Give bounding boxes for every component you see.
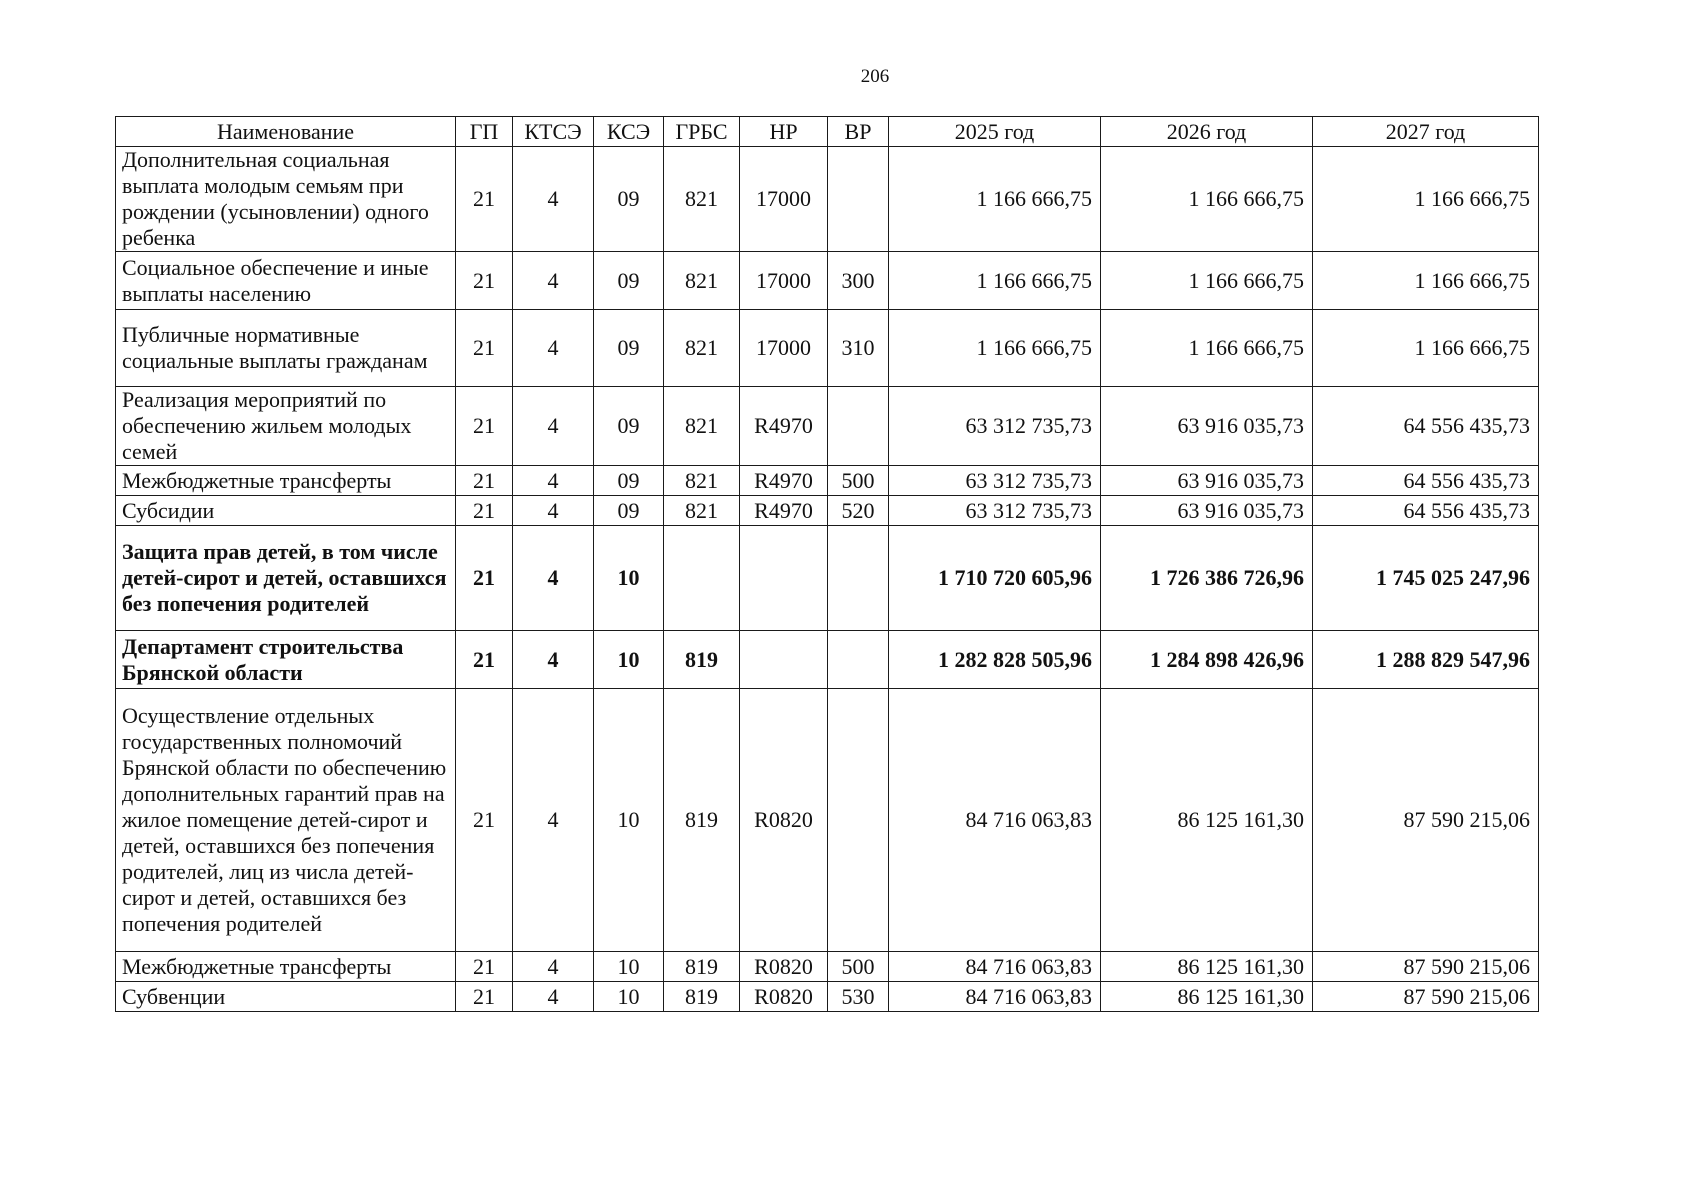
cell-2025: 1 166 666,75: [889, 252, 1101, 310]
table-row: [116, 466, 1539, 496]
cell-nr: 17000: [740, 252, 828, 310]
cell-kse: 10: [594, 631, 664, 689]
header-ktse: КТСЭ: [513, 117, 594, 147]
table-row: [116, 147, 1539, 252]
cell-2027: 1 166 666,75: [1313, 147, 1539, 252]
cell-grbs: 819: [664, 982, 740, 1012]
budget-table: [115, 116, 1539, 1012]
cell-kse: 09: [594, 310, 664, 387]
cell-2027: 1 745 025 247,96: [1313, 526, 1539, 631]
cell-nr: R0820: [740, 982, 828, 1012]
cell-nr: 17000: [740, 310, 828, 387]
table-row: [116, 952, 1539, 982]
cell-kse: 09: [594, 387, 664, 466]
cell-nr: R4970: [740, 496, 828, 526]
cell-vr: 300: [828, 252, 889, 310]
cell-ktse: 4: [513, 982, 594, 1012]
cell-2026: 1 166 666,75: [1101, 252, 1313, 310]
cell-grbs: 821: [664, 252, 740, 310]
cell-vr: [828, 631, 889, 689]
cell-nr: R0820: [740, 689, 828, 952]
cell-grbs: 819: [664, 952, 740, 982]
cell-nr: [740, 631, 828, 689]
header-row: [116, 117, 1539, 147]
cell-kse: 09: [594, 496, 664, 526]
cell-2026: 1 726 386 726,96: [1101, 526, 1313, 631]
cell-gp: 21: [456, 496, 513, 526]
table-row: [116, 310, 1539, 387]
cell-grbs: 819: [664, 631, 740, 689]
cell-nr: R0820: [740, 952, 828, 982]
header-2027: 2027 год: [1313, 117, 1539, 147]
cell-gp: 21: [456, 631, 513, 689]
cell-2025: 63 312 735,73: [889, 466, 1101, 496]
cell-2025: 63 312 735,73: [889, 496, 1101, 526]
cell-name: Департамент строительства Брянской области: [116, 631, 456, 689]
table-row: [116, 526, 1539, 631]
cell-gp: 21: [456, 387, 513, 466]
cell-2026: 1 284 898 426,96: [1101, 631, 1313, 689]
cell-2026: 86 125 161,30: [1101, 982, 1313, 1012]
cell-2025: 1 282 828 505,96: [889, 631, 1101, 689]
cell-gp: 21: [456, 689, 513, 952]
cell-2026: 63 916 035,73: [1101, 496, 1313, 526]
cell-2025: 1 710 720 605,96: [889, 526, 1101, 631]
cell-2026: 86 125 161,30: [1101, 689, 1313, 952]
cell-ktse: 4: [513, 952, 594, 982]
cell-nr: [740, 526, 828, 631]
cell-ktse: 4: [513, 526, 594, 631]
cell-gp: 21: [456, 526, 513, 631]
cell-vr: 310: [828, 310, 889, 387]
cell-2027: 64 556 435,73: [1313, 387, 1539, 466]
cell-name: Публичные нормативные социальные выплаты гражданам: [116, 310, 456, 387]
cell-ktse: 4: [513, 496, 594, 526]
cell-vr: [828, 387, 889, 466]
cell-2027: 1 166 666,75: [1313, 252, 1539, 310]
header-name: Наименование: [116, 117, 456, 147]
page-number: 206: [860, 66, 890, 87]
cell-2027: 1 166 666,75: [1313, 310, 1539, 387]
cell-grbs: 821: [664, 496, 740, 526]
cell-vr: [828, 147, 889, 252]
cell-2026: 63 916 035,73: [1101, 466, 1313, 496]
table-body: [116, 147, 1539, 1012]
cell-2027: 64 556 435,73: [1313, 466, 1539, 496]
cell-name: Социальное обеспечение и иные выплаты населению: [116, 252, 456, 310]
cell-2025: 1 166 666,75: [889, 147, 1101, 252]
cell-2026: 1 166 666,75: [1101, 147, 1313, 252]
cell-ktse: 4: [513, 387, 594, 466]
header-vr: ВР: [828, 117, 889, 147]
cell-vr: 500: [828, 466, 889, 496]
cell-2025: 63 312 735,73: [889, 387, 1101, 466]
cell-vr: 530: [828, 982, 889, 1012]
cell-gp: 21: [456, 252, 513, 310]
cell-2027: 64 556 435,73: [1313, 496, 1539, 526]
header-kse: КСЭ: [594, 117, 664, 147]
cell-vr: [828, 689, 889, 952]
header-nr: НР: [740, 117, 828, 147]
cell-vr: 520: [828, 496, 889, 526]
cell-name: Защита прав детей, в том числе детей-сирот и детей, оставшихся без попечения родителей: [116, 526, 456, 631]
cell-nr: R4970: [740, 466, 828, 496]
cell-2025: 1 166 666,75: [889, 310, 1101, 387]
header-grbs: ГРБС: [664, 117, 740, 147]
cell-kse: 10: [594, 982, 664, 1012]
header-2025: 2025 год: [889, 117, 1101, 147]
cell-name: Дополнительная социальная выплата молодым семьям при рождении (усыновлении) одного ребенка: [116, 147, 456, 252]
table-row: [116, 689, 1539, 952]
cell-ktse: 4: [513, 310, 594, 387]
cell-vr: 500: [828, 952, 889, 982]
cell-name: Осуществление отдельных государственных полномочий Брянской области по обеспечению дополнительных гарантий прав на жилое помещение детей-сирот и детей, оставшихся без попечения родителей, лиц из числа детей-сирот и детей, оставшихся без попечения родителей: [116, 689, 456, 952]
cell-2025: 84 716 063,83: [889, 689, 1101, 952]
cell-2027: 87 590 215,06: [1313, 689, 1539, 952]
cell-name: Субсидии: [116, 496, 456, 526]
table-row: [116, 252, 1539, 310]
table-row: [116, 496, 1539, 526]
cell-gp: 21: [456, 952, 513, 982]
cell-ktse: 4: [513, 147, 594, 252]
cell-2026: 1 166 666,75: [1101, 310, 1313, 387]
cell-ktse: 4: [513, 252, 594, 310]
cell-gp: 21: [456, 466, 513, 496]
cell-2026: 86 125 161,30: [1101, 952, 1313, 982]
cell-grbs: 819: [664, 689, 740, 952]
cell-kse: 10: [594, 526, 664, 631]
cell-grbs: 821: [664, 310, 740, 387]
cell-grbs: 821: [664, 147, 740, 252]
cell-kse: 09: [594, 252, 664, 310]
table-header: [116, 117, 1539, 147]
cell-grbs: [664, 526, 740, 631]
cell-nr: R4970: [740, 387, 828, 466]
cell-kse: 10: [594, 952, 664, 982]
cell-2026: 63 916 035,73: [1101, 387, 1313, 466]
header-2026: 2026 год: [1101, 117, 1313, 147]
table-row: [116, 982, 1539, 1012]
cell-gp: 21: [456, 147, 513, 252]
header-gp: ГП: [456, 117, 513, 147]
cell-name: Реализация мероприятий по обеспечению жильем молодых семей: [116, 387, 456, 466]
table-row: [116, 387, 1539, 466]
cell-name: Субвенции: [116, 982, 456, 1012]
cell-ktse: 4: [513, 631, 594, 689]
cell-kse: 09: [594, 147, 664, 252]
table-row: [116, 631, 1539, 689]
cell-nr: 17000: [740, 147, 828, 252]
cell-2027: 87 590 215,06: [1313, 952, 1539, 982]
cell-2025: 84 716 063,83: [889, 952, 1101, 982]
cell-2027: 1 288 829 547,96: [1313, 631, 1539, 689]
cell-grbs: 821: [664, 387, 740, 466]
cell-2027: 87 590 215,06: [1313, 982, 1539, 1012]
cell-name: Межбюджетные трансферты: [116, 952, 456, 982]
cell-grbs: 821: [664, 466, 740, 496]
cell-2025: 84 716 063,83: [889, 982, 1101, 1012]
cell-kse: 10: [594, 689, 664, 952]
cell-gp: 21: [456, 982, 513, 1012]
cell-gp: 21: [456, 310, 513, 387]
cell-name: Межбюджетные трансферты: [116, 466, 456, 496]
cell-ktse: 4: [513, 689, 594, 952]
cell-kse: 09: [594, 466, 664, 496]
cell-ktse: 4: [513, 466, 594, 496]
cell-vr: [828, 526, 889, 631]
